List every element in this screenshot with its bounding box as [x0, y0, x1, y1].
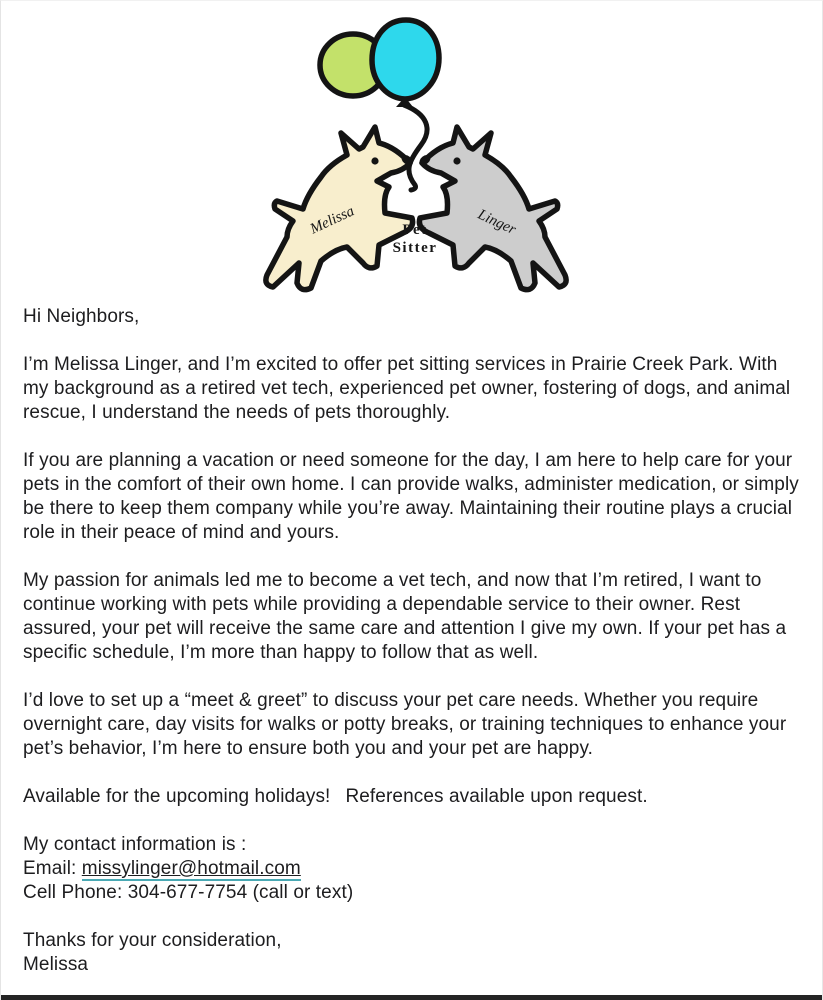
dog-left-name: Melissa: [307, 203, 357, 238]
tagline-pet: Pet: [402, 222, 428, 238]
email-line: [23, 857, 807, 881]
email-label: Email:: [23, 858, 82, 879]
dog-right-icon: [418, 127, 566, 290]
balloon-string-icon: [404, 105, 427, 190]
pet-sitter-logo: [1, 1, 823, 301]
letter-body: [23, 305, 807, 1000]
availability-line: [23, 785, 807, 809]
bottom-border-bar: [1, 995, 823, 1000]
references-text: References available upon request.: [345, 786, 648, 807]
email-link[interactable]: missylinger@hotmail.com: [81, 858, 301, 879]
signature: Melissa: [23, 954, 89, 975]
cyan-balloon-icon: [372, 20, 439, 99]
greeting: Hi Neighbors,: [23, 306, 140, 327]
paragraph-intro: I’m Melissa Linger, and I’m excited to offer pet sitting services in Prairie Creek Park. With my background as a retired vet tech, experienced pet owner, fostering of dogs, and animal rescue, I understand the needs of pets thoroughly.: [23, 354, 791, 423]
contact-heading: My contact information is :: [23, 834, 247, 855]
dog-right-name: Linger: [475, 206, 519, 239]
paragraph-meet-greet: I’d love to set up a “meet & greet” to discuss your pet care needs. Whether you require overnight care, day visits for walks or potty breaks, or training techniques to enhance your pet’s behavior, I’m here to ensure both you and your pet are happy.: [23, 690, 787, 759]
tagline-sitter: Sitter: [392, 240, 438, 256]
paragraph-experience: My passion for animals led me to become a vet tech, and now that I’m retired, I want to continue working with pets while providing a dependable service to their owner. Rest assured, your pet will receive the same care and attention I give my own. If your pet has a specific schedule, I’m more than happy to follow that as well.: [23, 570, 787, 663]
availability-text: Available for the upcoming holidays!: [23, 786, 331, 807]
phone-line: Cell Phone: 304-677-7754 (call or text): [23, 882, 354, 903]
paragraph-services: If you are planning a vacation or need someone for the day, I am here to help care for your pets in the comfort of their own home. I can provide walks, administer medication, or simply be there to keep them company while you’re away. Maintaining their routine plays a crucial role in their peace of mind and yours.: [23, 450, 799, 543]
closing: Thanks for your consideration,: [23, 930, 282, 951]
